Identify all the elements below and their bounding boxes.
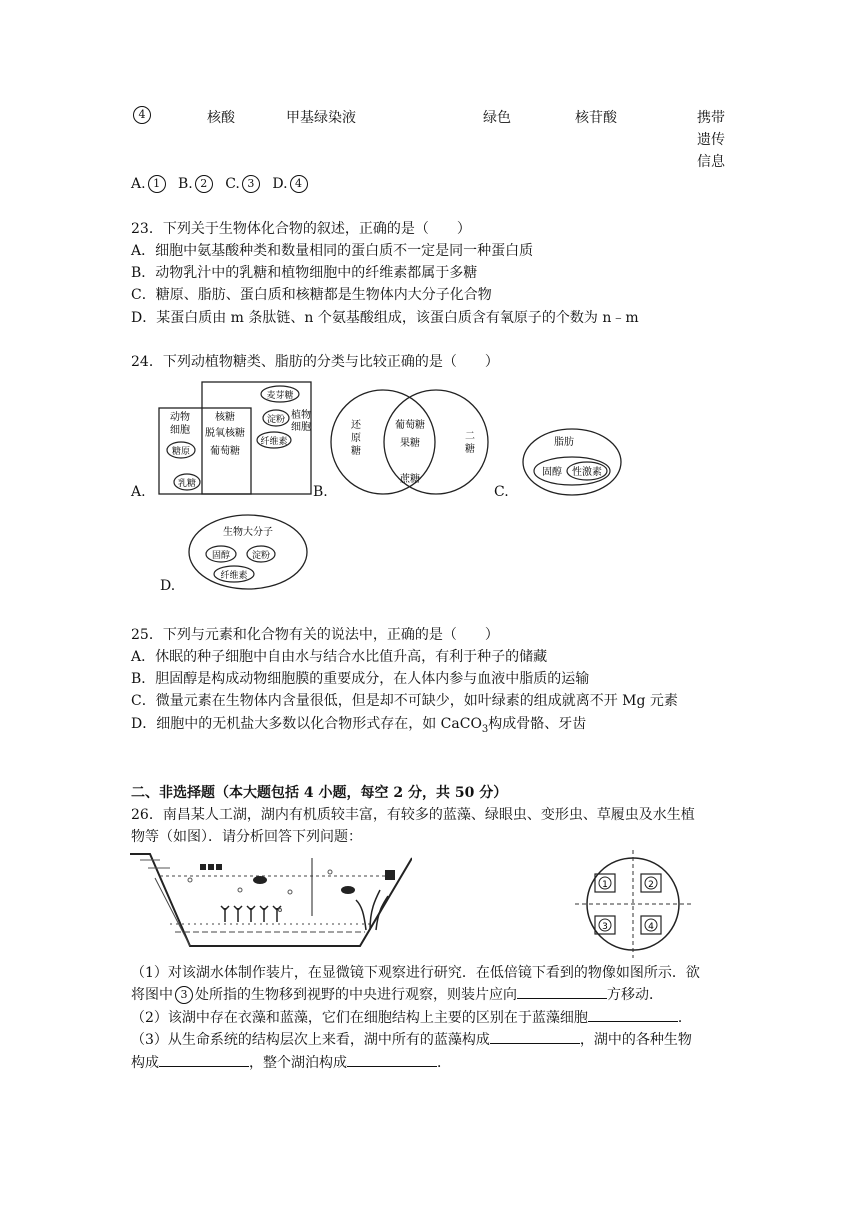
table-cell-function-3: 信息 <box>697 154 725 170</box>
fig-a-animal-1: 动物 <box>170 412 190 423</box>
fig-a-middle-2: 脱氧核糖 <box>205 428 245 439</box>
q24-option-c-label: C. <box>494 484 509 500</box>
fig-a-plant-2: 细胞 <box>291 422 311 433</box>
table-cell-function-2: 遗传 <box>697 132 725 148</box>
row-number-4: 4 <box>133 106 151 124</box>
q23-option-a: A．细胞中氨基酸种类和数量相同的蛋白质不一定是同一种蛋白质 <box>131 243 534 259</box>
fig-a-tangyuan: 糖原 <box>171 447 191 457</box>
q26-part3-text-c: 构成 <box>131 1055 159 1071</box>
q22-options <box>131 173 310 195</box>
fig-a-xianwei: 纤维素 <box>260 437 288 447</box>
fig-d-inner-1: 固醇 <box>211 551 231 561</box>
q26-part3-line1 <box>131 1029 692 1051</box>
q26-part1-text-b: 处所指的生物移到视野的中央进行观察，则装片应向 <box>195 987 517 1003</box>
fig-b-left-2: 原 <box>351 433 361 444</box>
table-cell-function-1: 携带 <box>697 110 725 126</box>
fig-b-middle-2: 果糖 <box>400 438 420 449</box>
view-label-4: 4 <box>648 922 654 932</box>
fig-d-inner-2: 淀粉 <box>251 551 271 561</box>
q26-part3-text-a: （3）从生命系统的结构层次上来看，湖中所有的蓝藻构成 <box>131 1032 490 1048</box>
fig-c-inner-2: 性激素 <box>572 467 602 478</box>
q26-part1-text-a: 将图中 <box>131 987 173 1003</box>
fig-d-inner-3: 纤维素 <box>220 571 248 581</box>
fig-a-dianfen: 淀粉 <box>266 415 286 425</box>
q22-option-d-label: D. <box>272 176 288 192</box>
fig-b-right-1: 二 <box>465 431 475 442</box>
q25-option-d-text: D．细胞中的无机盐大多数以化合物形式存在，如 CaCO <box>131 716 482 732</box>
q26-answer-blank-1[interactable] <box>517 984 607 999</box>
q26-part2 <box>131 1007 692 1029</box>
q26-answer-blank-3[interactable] <box>490 1029 580 1044</box>
fig-b-middle-1: 葡萄糖 <box>395 420 425 431</box>
q23-option-d: D．某蛋白质由 m 条肽链、n 个氨基酸组成，该蛋白质含有氧原子的个数为 n﹣m <box>131 310 639 326</box>
fig-a-maiya: 麦芽糖 <box>266 391 294 401</box>
q26-part3-text-b: ，湖中的各种生物 <box>579 1032 692 1048</box>
fig-b-bottom: 蔗糖 <box>400 474 420 485</box>
fig-c-inner-1: 固醇 <box>542 467 562 478</box>
q24-option-a-label: A. <box>131 484 146 500</box>
q24-option-d-label: D. <box>160 578 176 594</box>
q22-option-d-value: 4 <box>290 175 308 193</box>
q25-option-d-subscript: 3 <box>481 723 489 735</box>
q25-option-c: C．微量元素在生物体内含量很低，但是却不可缺少，如叶绿素的组成就离不开 Mg 元素 <box>131 693 678 709</box>
view-label-1: 1 <box>602 880 608 890</box>
q26-answer-blank-2[interactable] <box>588 1007 678 1022</box>
q26-part2-text: （2）该湖中存在衣藻和蓝藻，它们在细胞结构上主要的区别在于蓝藻细胞 <box>131 1010 588 1026</box>
q22-option-c-label: C. <box>225 176 240 192</box>
microscope-view <box>575 850 691 958</box>
q25-option-d <box>131 713 586 741</box>
q22-option-b-value: 2 <box>195 175 213 193</box>
q23-option-b: B．动物乳汁中的乳糖和植物细胞中的纤维素都属于多糖 <box>131 265 478 281</box>
q26-part3-text-d: ，整个湖泊构成 <box>249 1055 347 1071</box>
q26-part1-line2 <box>131 984 663 1006</box>
q26-part3-tail: ． <box>437 1055 451 1071</box>
q26-part3-line2 <box>131 1052 451 1074</box>
q26-part1-circled-3: 3 <box>175 986 193 1004</box>
q22-option-a-value: 1 <box>148 175 166 193</box>
q26-part2-tail: ． <box>677 1010 692 1026</box>
q24-figure-a <box>155 378 315 498</box>
q26-answer-blank-4[interactable] <box>159 1052 249 1067</box>
q24-stem: 24．下列动植物糖类、脂肪的分类与比较正确的是（ ） <box>131 354 499 370</box>
q26-part1-line1: （1）对该湖水体制作装片，在显微镜下观察进行研究．在低倍镜下看到的物像如图所示．欲 <box>131 965 700 981</box>
q26-part1-text-c: 方移动． <box>607 987 663 1003</box>
fig-d-outer: 生物大分子 <box>223 527 273 538</box>
fig-a-rutang: 乳糖 <box>177 479 197 489</box>
q24-figure-d <box>186 512 310 592</box>
q25-option-d-tail: 构成骨骼、牙齿 <box>488 716 587 732</box>
q22-option-c-value: 3 <box>242 175 260 193</box>
q25-option-a: A．休眠的种子细胞中自由水与结合水比值升高，有利于种子的储藏 <box>131 649 548 665</box>
q25-stem: 25．下列与元素和化合物有关的说法中，正确的是（ ） <box>131 627 499 643</box>
q22-option-a-label: A. <box>131 176 146 192</box>
table-cell-unit: 核苷酸 <box>575 110 617 126</box>
q23-stem: 23．下列关于生物体化合物的叙述，正确的是（ ） <box>131 221 471 237</box>
q26-stem-2: 物等（如图）．请分析回答下列问题： <box>131 829 362 845</box>
section-2-heading: 二、非选择题（本大题包括 4 小题，每空 2 分，共 50 分） <box>131 785 508 801</box>
q24-option-b-label: B. <box>313 484 328 500</box>
fig-a-plant-1: 植物 <box>291 410 311 421</box>
view-label-3: 3 <box>602 922 608 932</box>
q23-option-c: C．糖原、脂肪、蛋白质和核糖都是生物体内大分子化合物 <box>131 287 492 303</box>
q24-figure-b <box>330 384 490 500</box>
q25-option-b: B．胆固醇是构成动物细胞膜的重要成分，在人体内参与血液中脂质的运输 <box>131 671 590 687</box>
fig-a-animal-2: 细胞 <box>170 425 190 436</box>
q26-answer-blank-5[interactable] <box>347 1052 437 1067</box>
lake-illustration <box>130 850 412 958</box>
table-cell-substance: 核酸 <box>207 110 235 126</box>
table-cell-color: 绿色 <box>483 110 511 126</box>
view-label-2: 2 <box>648 880 654 890</box>
fig-b-left-3: 糖 <box>351 446 361 457</box>
fig-a-middle-3: 葡萄糖 <box>210 446 240 457</box>
q22-option-b-label: B. <box>178 176 193 192</box>
q24-figure-c <box>520 425 624 499</box>
fig-b-right-2: 糖 <box>465 444 475 455</box>
table-cell-reagent: 甲基绿染液 <box>286 110 356 126</box>
fig-b-left-1: 还 <box>351 420 361 431</box>
fig-c-outer: 脂肪 <box>554 437 574 448</box>
q26-stem-1: 26．南昌某人工湖，湖内有机质较丰富，有较多的蓝藻、绿眼虫、变形虫、草履虫及水生植 <box>131 807 695 823</box>
fig-a-middle-1: 核糖 <box>215 412 235 423</box>
